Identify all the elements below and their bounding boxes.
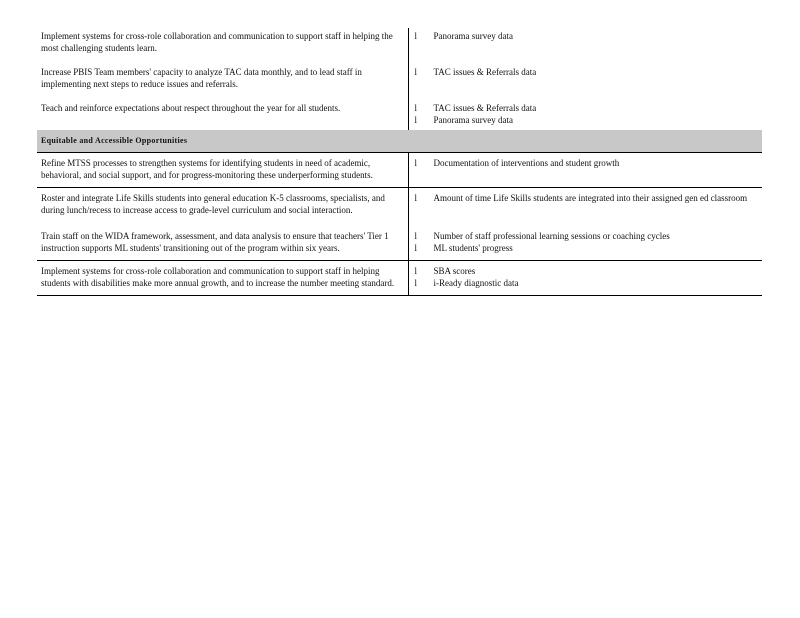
measures-cell <box>408 261 762 296</box>
table-row <box>37 222 762 261</box>
list-item: l Documentation of interventions and student growth <box>414 158 620 168</box>
list-item: l TAC issues & Referrals data <box>414 67 537 77</box>
list-item: l i-Ready diagnostic data <box>414 277 519 288</box>
action-cell: Implement systems for cross-role collaboration and communication to support staff in helping students with disabilities make more annual growth, and to increase the number meeting standard. <box>37 261 408 296</box>
action-cell: Increase PBIS Team members' capacity to analyze TAC data monthly, and to lead staff in implementing next steps to reduce issues and referrals. <box>37 58 408 94</box>
list-item: l Amount of time Life Skills students are integrated into their assigned gen ed classroom <box>414 193 748 203</box>
list-item: l Number of staff professional learning sessions or coaching cycles <box>414 231 670 241</box>
bullet-icon: l <box>414 231 418 241</box>
bullet-icon: l <box>414 242 418 253</box>
bullet-icon: l <box>414 31 418 41</box>
action-cell: Refine MTSS processes to strengthen systems for identifying students in need of academic, behavioral, and social support, and for progress-monitoring these underperforming students. <box>37 153 408 188</box>
bullet-icon: l <box>414 193 418 203</box>
measures-cell <box>408 28 762 58</box>
document-page <box>37 28 762 296</box>
action-measures-table <box>37 28 762 296</box>
list-item: l ML students' progress <box>414 242 513 253</box>
table-row <box>37 94 762 130</box>
section-heading: Equitable and Accessible Opportunities <box>37 130 762 153</box>
measures-cell <box>408 58 762 94</box>
table-row <box>37 153 762 188</box>
list-item: l SBA scores <box>414 266 476 276</box>
bullet-icon: l <box>414 266 418 276</box>
list-item: l Panorama survey data <box>414 31 513 41</box>
table-row <box>37 261 762 296</box>
bullet-icon: l <box>414 67 418 77</box>
measures-cell <box>408 222 762 261</box>
action-cell: Train staff on the WIDA framework, assessment, and data analysis to ensure that teachers' Tier 1 instruction supports ML students' transitioning out of the program within six years. <box>37 222 408 261</box>
table-row <box>37 188 762 223</box>
list-item: l Panorama survey data <box>414 114 513 125</box>
measures-cell <box>408 188 762 223</box>
measures-cell <box>408 153 762 188</box>
measures-cell <box>408 94 762 130</box>
bullet-icon: l <box>414 114 418 125</box>
action-cell: Roster and integrate Life Skills students into general education K-5 classrooms, specialists, and during lunch/recess to increase access to grade-level curriculum and social interaction. <box>37 188 408 223</box>
action-cell: Teach and reinforce expectations about respect throughout the year for all students. <box>37 94 408 130</box>
section-heading-row <box>37 130 762 153</box>
table-row <box>37 58 762 94</box>
bullet-icon: l <box>414 277 418 288</box>
action-cell: Implement systems for cross-role collaboration and communication to support staff in helping the most challenging students learn. <box>37 28 408 58</box>
bullet-icon: l <box>414 158 418 168</box>
list-item: l TAC issues & Referrals data <box>414 103 537 113</box>
bullet-icon: l <box>414 103 418 113</box>
table-row <box>37 28 762 58</box>
